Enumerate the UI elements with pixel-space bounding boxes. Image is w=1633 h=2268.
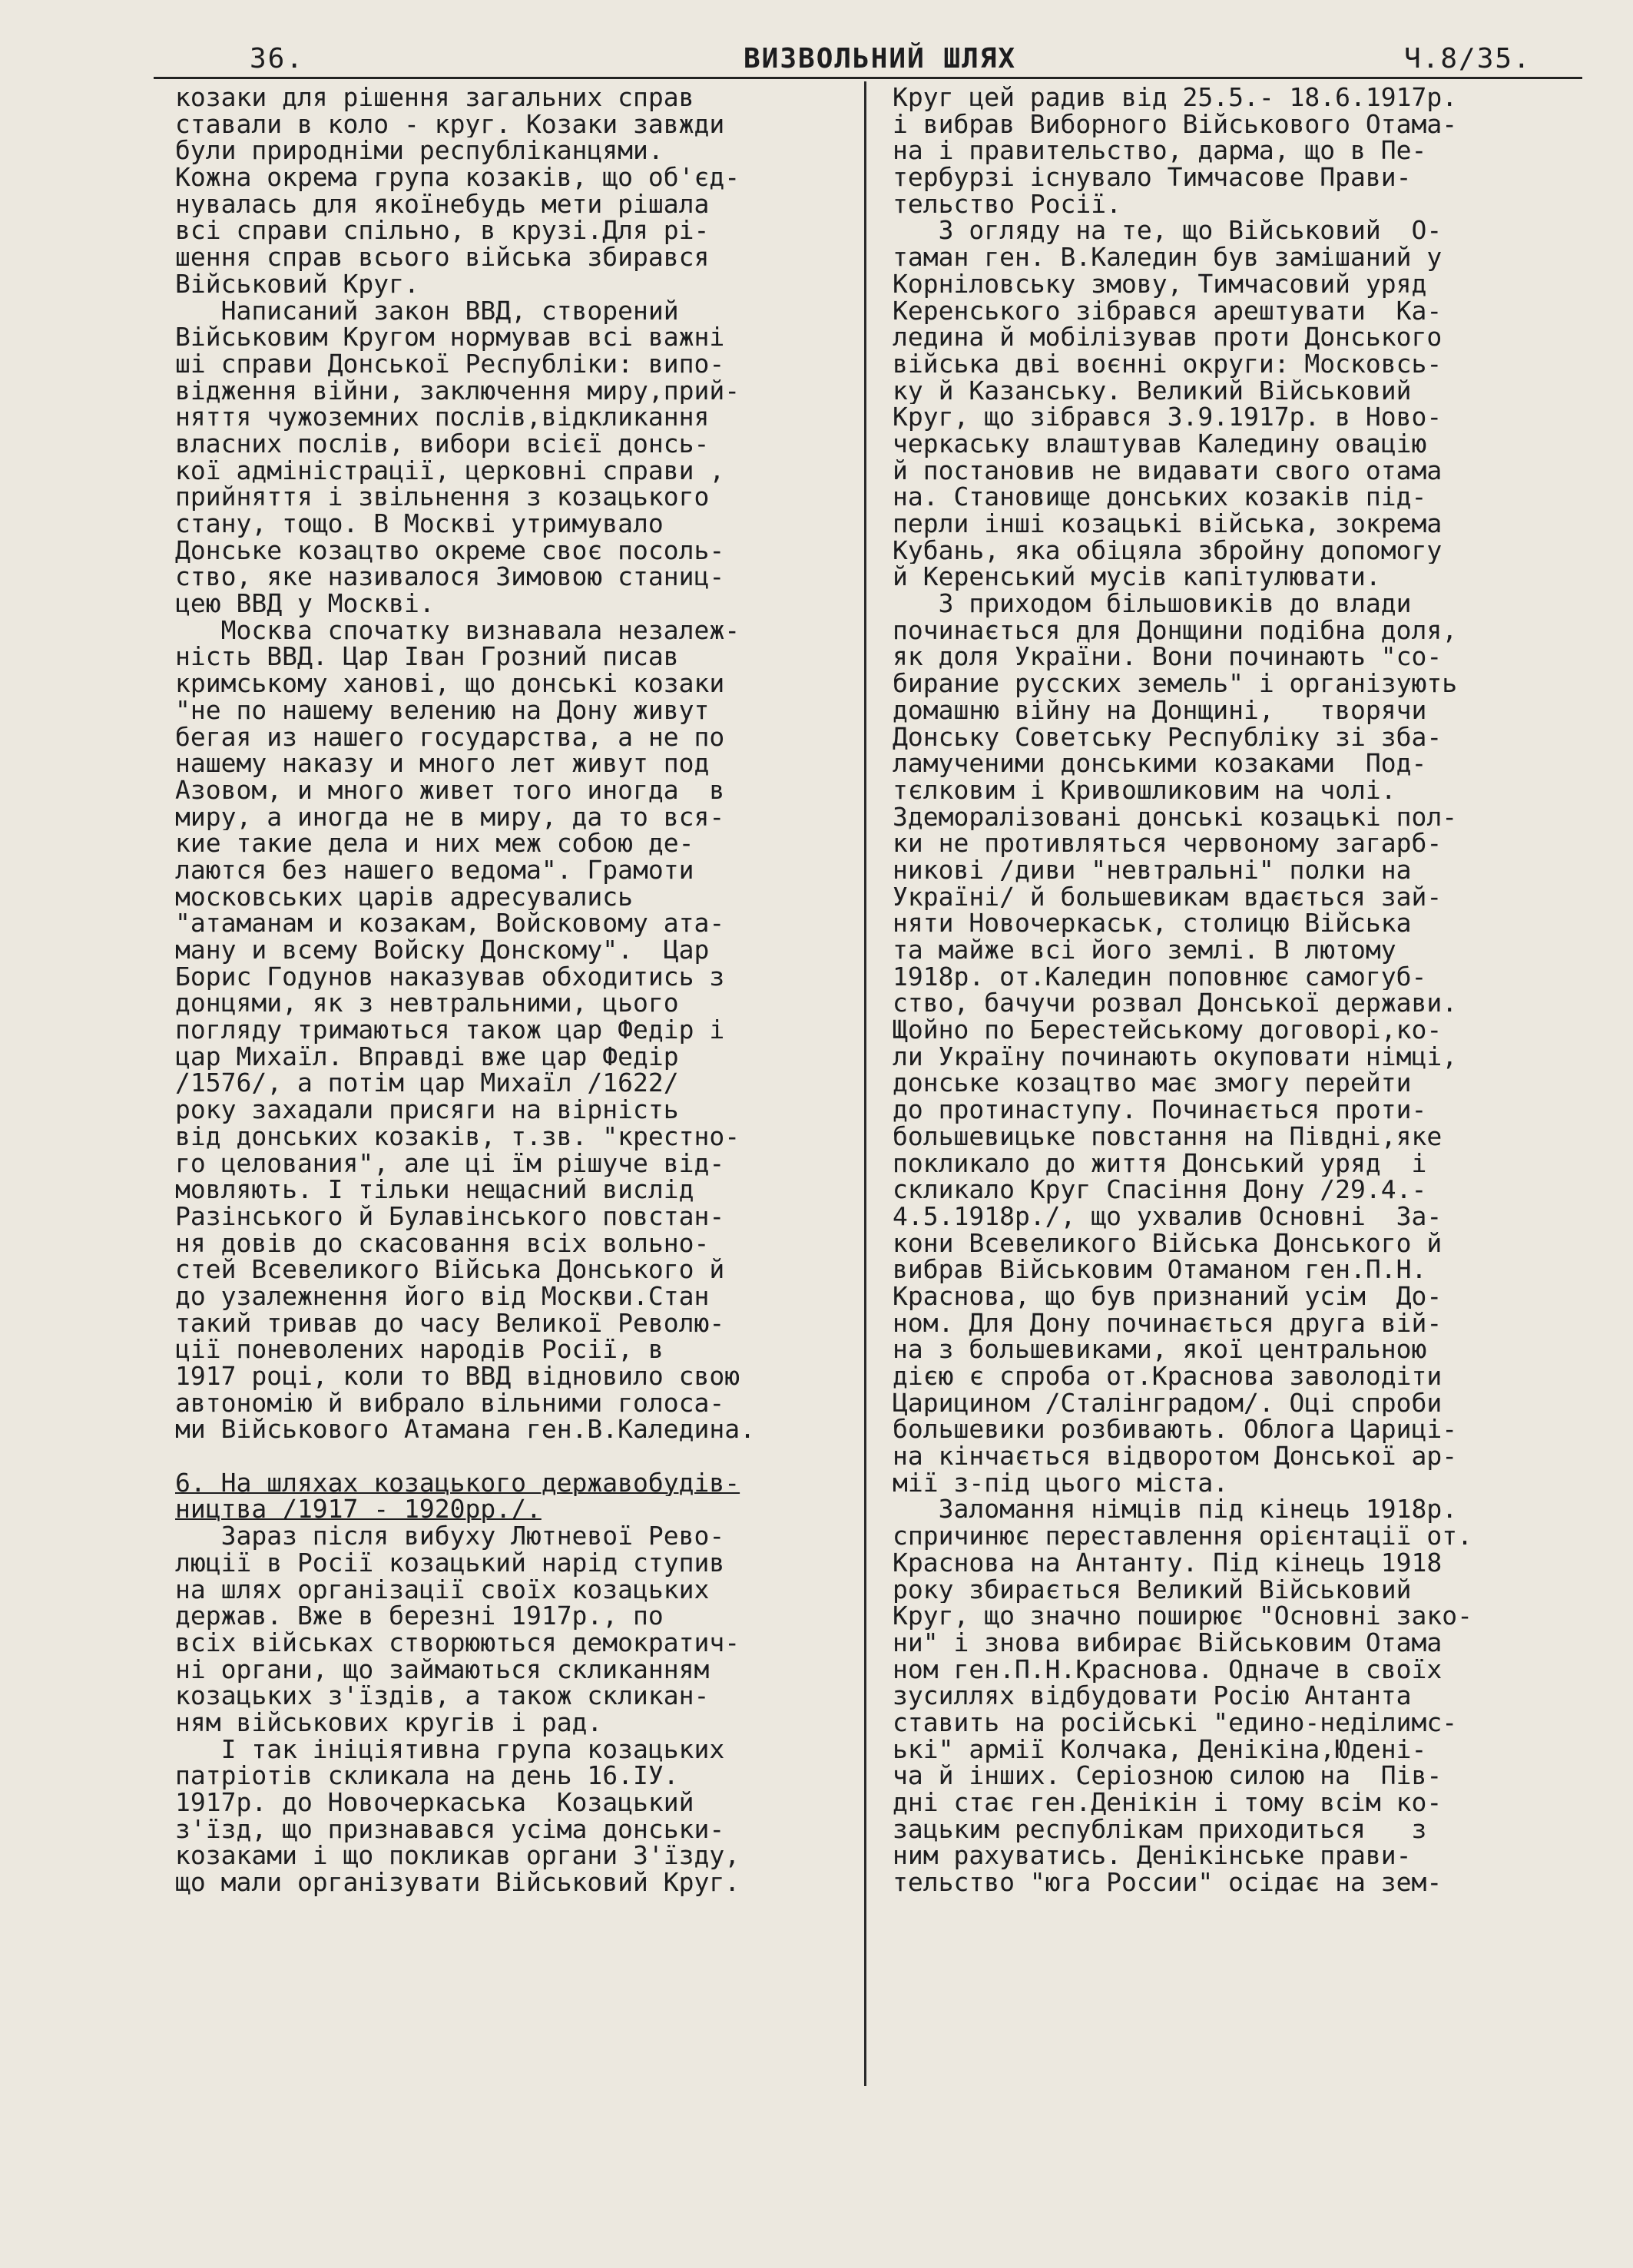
text-line: кої адміністрації, церковні справи ,	[175, 457, 725, 485]
text-line: ням військових кругів і рад.	[175, 1709, 603, 1737]
issue-number: Ч.8/35.	[1404, 43, 1532, 74]
text-line: тельство "юга России" осідає на зем-	[893, 1869, 1443, 1896]
text-line: ми Військового Атамана ген.В.Каледина.	[175, 1416, 755, 1444]
text-line: таман ген. В.Каледин був замішаний у	[893, 244, 1443, 271]
text-line: бирание русских земель" і організують	[893, 670, 1458, 697]
text-line: ли Україну починають окуповати німці,	[893, 1043, 1458, 1071]
text-line: були природніми республіканцями.	[175, 137, 664, 165]
text-line: ня довів до скасовання всіх вольно-	[175, 1230, 710, 1257]
text-line: кони Всевеликого Війська Донського й	[893, 1230, 1443, 1257]
text-line: до протинаступу. Починається проти-	[893, 1097, 1427, 1124]
text-line: на кінчається відворотом Донської ар-	[893, 1443, 1458, 1470]
text-line: автономію й вибрало вільними голоса-	[175, 1389, 725, 1417]
text-line: 1917 році, коли то ВВД відновило свою	[175, 1363, 740, 1390]
text-line: стану, тощо. В Москві утримувало	[175, 511, 664, 538]
text-line: Щойно по Берестейському договорі,ко-	[893, 1017, 1443, 1044]
text-line: на і правительство, дарма, що в Пе-	[893, 137, 1427, 165]
text-line: ном. Для Дону починається друга вій-	[893, 1309, 1443, 1337]
text-line: Борис Годунов наказував обходитись з	[175, 963, 725, 991]
text-line: З приходом більшовиків до влади	[893, 591, 1412, 617]
text-line: го целования", але ці їм рішуче від-	[175, 1150, 725, 1177]
section-heading-line: ництва /1917 - 1920рр./.	[175, 1496, 542, 1524]
text-line: цею ВВД у Москві.	[175, 591, 435, 617]
text-line: тельство Росії.	[893, 190, 1122, 218]
text-line: й Керенський мусів капітулювати.	[893, 564, 1381, 591]
section-heading-line: 6. На шляхах козацького державобудів-	[175, 1469, 740, 1497]
text-line: ледина й мобілізував проти Донського	[893, 324, 1443, 351]
text-line: 1917р. до Новочеркаська Козацький	[175, 1790, 694, 1816]
text-line: Краснова на Антанту. Під кінець 1918	[893, 1549, 1443, 1577]
text-line: дні стає ген.Денікін і тому всім ко-	[893, 1790, 1443, 1816]
text-line: як доля України. Вони починають "со-	[893, 644, 1443, 671]
text-line: Військовим Кругом нормував всі важні	[175, 324, 725, 351]
text-line: лаются без нашего ведома". Грамоти	[175, 856, 694, 884]
text-line: люції в Росії козацький нарід ступив	[175, 1549, 725, 1577]
text-line: Краснова, що був признаний усім До-	[893, 1283, 1443, 1310]
text-line: Здеморалізовані донські козацькі пол-	[893, 803, 1458, 831]
text-line: І так ініціятивна група козацьких	[175, 1736, 725, 1763]
text-line: няття чужоземних послів,відкликання	[175, 404, 710, 431]
text-line: й постановив не видавати свого отама	[893, 457, 1443, 485]
text-line: ькі" армії Колчака, Денікіна,Юдені-	[893, 1736, 1427, 1763]
text-line: ману и всему Войску Донскому". Цар	[175, 937, 710, 964]
text-line: никові /диви "невтральні" полки на	[893, 856, 1412, 884]
text-line: до узалежнення його від Москви.Стан	[175, 1283, 710, 1310]
text-line: нашему наказу и много лет живут под	[175, 750, 710, 777]
text-line: ні органи, що займаються скликанням	[175, 1656, 710, 1684]
text-line: домашню війну на Донщині, творячи	[893, 697, 1427, 724]
text-line: ним рахуватись. Денікінське прави-	[893, 1843, 1412, 1870]
text-line: вибрав Військовим Отаманом ген.П.Н.	[893, 1257, 1427, 1283]
text-line: Україні/ й большевикам вдається зай-	[893, 883, 1443, 911]
text-line: стей Всевеликого Війська Донського й	[175, 1257, 725, 1283]
text-line: Царицином /Сталінградом/. Оці спроби	[893, 1389, 1443, 1417]
text-line: Разінського й Булавінського повстан-	[175, 1203, 725, 1230]
text-line: Заломання німців під кінець 1918р.	[893, 1496, 1458, 1524]
text-line: на. Становище донських козаків під-	[893, 484, 1427, 511]
text-line: Азовом, и много живет того иногда в	[175, 776, 725, 804]
text-line: ни" і знова вибирає Військовим Отама	[893, 1629, 1443, 1657]
text-line: 4.5.1918р./, що ухвалив Основні За-	[893, 1203, 1443, 1230]
text-line: Кубань, яка обіцяла збройну допомогу	[893, 537, 1443, 565]
text-line: війська дві воєнні округи: Московсь-	[893, 350, 1443, 378]
text-line: цар Михаїл. Вправді вже цар Федір	[175, 1043, 679, 1071]
text-line: козацьких з'їздів, а також скликан-	[175, 1683, 710, 1710]
text-line: большевики розбивають. Облога Цариці-	[893, 1416, 1458, 1444]
text-line: ча й інших. Серіозною силою на Пів-	[893, 1763, 1443, 1790]
text-line: кримському ханові, що донські козаки	[175, 670, 725, 697]
text-line: всі справи спільно, в крузі.Для рі-	[175, 217, 710, 245]
text-line: миру, а иногда не в миру, да то вся-	[175, 803, 725, 831]
text-line: Військовий Круг.	[175, 270, 419, 298]
text-line: Донське козацтво окреме своє посоль-	[175, 537, 725, 565]
text-line: 1918р. от.Каледин поповнює самогуб-	[893, 963, 1427, 991]
text-line: Круг, що значно поширює "Основні зако-	[893, 1603, 1472, 1630]
text-line: Москва спочатку визнавала незалеж-	[175, 617, 740, 644]
column-divider	[864, 81, 866, 2086]
text-line: "не по нашему велению на Дону живут	[175, 697, 710, 724]
text-line: патріотів скликала на день 16.IУ.	[175, 1763, 679, 1790]
text-line: ство, яке називалося Зимовою станиц-	[175, 564, 725, 591]
text-line: Написаний закон ВВД, створений	[175, 297, 679, 325]
text-line: ном ген.П.Н.Краснова. Одначе в своїх	[893, 1656, 1443, 1684]
text-line: зацьким республікам приходиться з	[893, 1816, 1427, 1843]
right-column	[893, 84, 1584, 1896]
text-line: починається для Донщини подібна доля,	[893, 617, 1458, 644]
text-line: донцями, як з невтральними, цього	[175, 990, 679, 1018]
text-line: Круг цей радив від 25.5.- 18.6.1917р.	[893, 84, 1458, 111]
text-line: ки не противляться червоному загарб-	[893, 830, 1443, 857]
text-line: скликало Круг Спасіння Дону /29.4.-	[893, 1177, 1427, 1204]
text-line: нувалась для якоїнебудь мети рішала	[175, 190, 710, 218]
text-line: та майже всі його землі. В лютому	[893, 937, 1396, 964]
text-line: ші справи Донської Республіки: випо-	[175, 350, 725, 378]
text-line: року збирається Великий Військовий	[893, 1576, 1412, 1604]
text-line: кие такие дела и них меж собою де-	[175, 830, 694, 857]
text-line: зусиллях відбудовати Росію Антанта	[893, 1683, 1412, 1710]
text-line: козаки для рішення загальних справ	[175, 84, 694, 111]
text-line: мії з-під цього міста.	[893, 1469, 1229, 1497]
text-line: на з большевиками, якої центральною	[893, 1336, 1427, 1363]
text-line: власних послів, вибори всієї донсь-	[175, 430, 710, 458]
text-line: ку й Казанську. Великий Військовий	[893, 377, 1412, 405]
text-line: Корніловську змову, Тимчасовий уряд	[893, 270, 1427, 298]
text-line: на шлях організації своїх козацьких	[175, 1576, 710, 1604]
text-line: ставали в коло - круг. Козаки завжди	[175, 111, 725, 138]
text-line: донське козацтво має змогу перейти	[893, 1070, 1412, 1098]
text-line: покликало до життя Донський уряд і	[893, 1150, 1427, 1177]
text-line: большевицьке повстання на Півдні,яке	[893, 1123, 1443, 1151]
text-line: ламученими донськими козаками Под-	[893, 750, 1427, 777]
text-line: перли інші козацькі війська, зокрема	[893, 511, 1443, 538]
text-line: бегая из нашего государства, а не по	[175, 723, 725, 751]
text-line: всіх військах створюються демократич-	[175, 1629, 740, 1657]
text-line: няти Новочеркаськ, столицю Війська	[893, 910, 1412, 937]
text-line: Керенського зібрався арештувати Ка-	[893, 297, 1443, 325]
page-number: 36.	[250, 43, 305, 74]
journal-title: ВИЗВОЛЬНИЙ ШЛЯХ	[744, 43, 1017, 74]
text-line: відження війни, заключення миру,прий-	[175, 377, 740, 405]
text-line: року захадали присяги на вірність	[175, 1097, 679, 1124]
text-line: спричинює переставлення орієнтації от.	[893, 1523, 1472, 1550]
text-line: шення справ всього війська збирався	[175, 244, 710, 271]
text-line: З огляду на те, що Військовий О-	[893, 217, 1443, 245]
text-line: тербурзі існувало Тимчасове Прави-	[893, 164, 1412, 191]
left-column	[175, 84, 859, 1896]
text-line: від донських козаків, т.зв. "крестно-	[175, 1123, 740, 1151]
text-line: тєлковим і Кривошликовим на чолі.	[893, 776, 1396, 804]
text-line: держав. Вже в березні 1917р., по	[175, 1603, 664, 1630]
text-line: черкаську влаштував Каледину овацію	[893, 430, 1427, 458]
text-line: "атаманам и козакам, Войсковому ата-	[175, 910, 725, 937]
text-line: Круг, що зібрався 3.9.1917р. в Ново-	[893, 404, 1443, 431]
text-line: мовляють. І тільки нещасний вислід	[175, 1177, 694, 1204]
text-line: козаками і що покликав органи З'їзду,	[175, 1843, 740, 1870]
text-line: ставить на російські "едино-неділимс-	[893, 1709, 1458, 1737]
text-line: ції поневолених народів Росії, в	[175, 1336, 664, 1363]
text-line: дією є спроба от.Краснова заволодіти	[893, 1363, 1443, 1390]
text-line: з'їзд, що признавався усіма донськи-	[175, 1816, 725, 1843]
text-line: Донську Советську Республіку зі зба-	[893, 723, 1443, 751]
page-header	[154, 43, 1582, 77]
text-line: ність ВВД. Цар Іван Грозний писав	[175, 644, 679, 671]
text-line: ство, бачучи розвал Донської держави.	[893, 990, 1458, 1018]
text-line: прийняття і звільнення з козацького	[175, 484, 710, 511]
text-line: Кожна окрема група козаків, що об'єд-	[175, 164, 740, 191]
text-line: і вибрав Виборного Військового Отама-	[893, 111, 1458, 138]
text-line: такий тривав до часу Великої Револю-	[175, 1309, 725, 1337]
text-line: московських царів адресувались	[175, 883, 634, 911]
text-line: Зараз після вибуху Лютневої Рево-	[175, 1523, 725, 1550]
header-rule	[154, 77, 1582, 79]
text-line	[175, 1443, 859, 1470]
text-line: /1576/, а потім цар Михаїл /1622/	[175, 1070, 679, 1098]
text-line: що мали організувати Військовий Круг.	[175, 1869, 740, 1896]
text-line: погляду тримаються також цар Федір і	[175, 1017, 725, 1044]
